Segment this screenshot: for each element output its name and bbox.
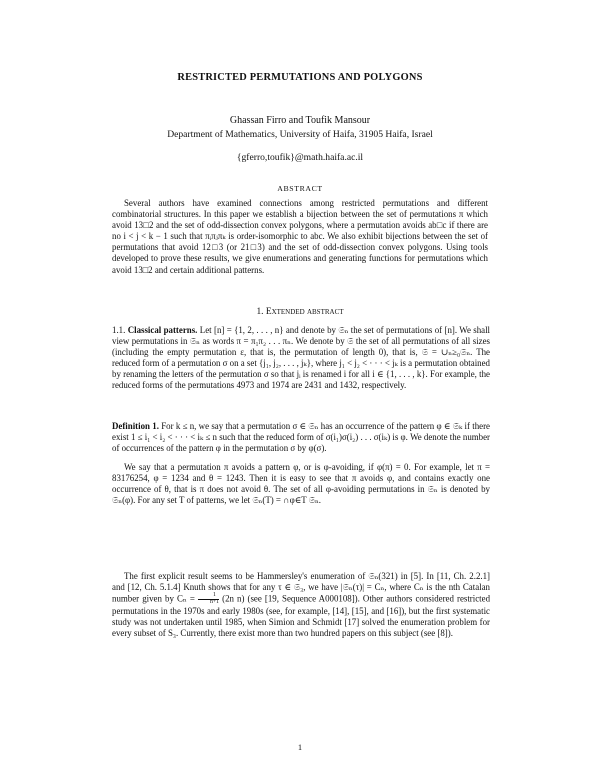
fraction-denominator: n+1: [209, 598, 219, 605]
catalan-fraction: [198, 593, 219, 606]
affiliation: Department of Mathematics, University of Haifa, 31905 Haifa, Israel: [167, 129, 433, 140]
subsection-label: 1.1.: [112, 325, 126, 335]
email: {gferro,toufik}@math.haifa.ac.il: [236, 152, 364, 163]
history-text-a: The first explicit result seems to be Hammersley's enumeration of 𝔖ₙ(321) in [5]. In [11, Ch. 2.2.1] and [12, Ch. 5.1.4] Knuth shows that for any τ ∈ 𝔖₃, we have |𝔖ₙ(τ)| = Cₙ, where Cₙ is the nth Catalan number given by Cₙ =: [112, 571, 490, 604]
definition-label: Definition 1.: [112, 421, 159, 431]
section-number: 1.: [256, 307, 264, 317]
authors: Ghassan Firro and Toufik Mansour: [229, 115, 371, 126]
page-number: 1: [297, 742, 303, 752]
abstract-heading: ABSTRACT: [277, 184, 323, 193]
fraction-numerator: 1: [198, 593, 219, 600]
history-paragraph: [112, 571, 490, 639]
definition-text: For k ≤ n, we say that a permutation σ ∈ 𝔖ₙ has an occurrence of the pattern φ ∈ 𝔖ₖ if there exist 1 ≤ i₁ < i₂ < · · · < iₖ ≤ n such that the reduced form of σ(i₁)σ(i₂) . . . σ(iₖ) is φ. We denote the number of occurrences of the pattern φ in the permutation σ by φ(σ).: [112, 421, 490, 454]
subsection-paragraph: [112, 325, 490, 391]
paper-title: RESTRICTED PERMUTATIONS AND POLYGONS: [177, 72, 423, 83]
definition-paragraph: [112, 421, 490, 454]
section-title: Extended abstract: [265, 307, 344, 317]
subsection-title: Classical patterns.: [127, 325, 198, 335]
section-heading: [0, 307, 600, 317]
abstract-text: Several authors have examined connections among restricted permutations and different combinatorial structures. In this paper we establish a bijection between the set of permutations π which avoid 13□2 and the set of odd-dissection convex polygons, where a permutation avoids ab□c if there are no i < j < k − 1 such that πᵢπⱼπₖ is order-isomorphic to abc. We also exhibit bijections between the set of permutations that avoid 12□3 (or 21□3) and the set of odd-dissection convex polygons. Using tools developed to prove these results, we give enumerations and generating functions for permutations which avoid 13□2 and certain additional patterns.: [112, 198, 488, 275]
subsection-text: Let [n] = {1, 2, . . . , n} and denote by 𝔖ₙ the set of permutations of [n]. We shall view permutations in 𝔖ₙ as words π = π₁π₂ . . . πₙ. We denote by 𝔖 the set of all permutations of all sizes (including the empty permutation ε, that is, the permutation of length 0), that is, 𝔖 = ∪ₙ≥₀𝔖ₙ. The reduced form of a permutation σ on a set {j₁, j₂, . . . , jₖ}, where j₁ < j₂ < · · · < jₖ is a permutation obtained by renaming the letters of the permutation σ so that jᵢ is renamed i for all i ∈ {1, . . . , k}. For example, the reduced forms of the permutations 4973 and 1974 are 2431 and 1432, respectively.: [112, 325, 491, 391]
avoidance-paragraph: We say that a permutation π avoids a pattern φ, or is φ-avoiding, if φ(π) = 0. For example, let π = 83176254, φ = 1234 and θ = 1243. Then it is easy to see that π avoids φ, and contains exactly one occurrence of θ, that is π does not avoid θ. The set of all φ-avoiding permutations in 𝔖ₙ is denoted by 𝔖ₙ(φ). For any set T of patterns, we let 𝔖ₙ(T) = ∩φ∈T 𝔖ₙ.: [112, 462, 490, 506]
history-text-b: (2n n) (see [19, Sequence A000108]). Other authors considered restricted permutations in the 1970s and early 1980s (see, for example, [14], [15], and [16]), but the first systematic study was not undertaken until 1985, when Simion and Schmidt [17] solved the enumeration problem for every subset of S₃. Currently, there exist more than two hundred papers on this subject (see [8]).: [112, 593, 491, 638]
